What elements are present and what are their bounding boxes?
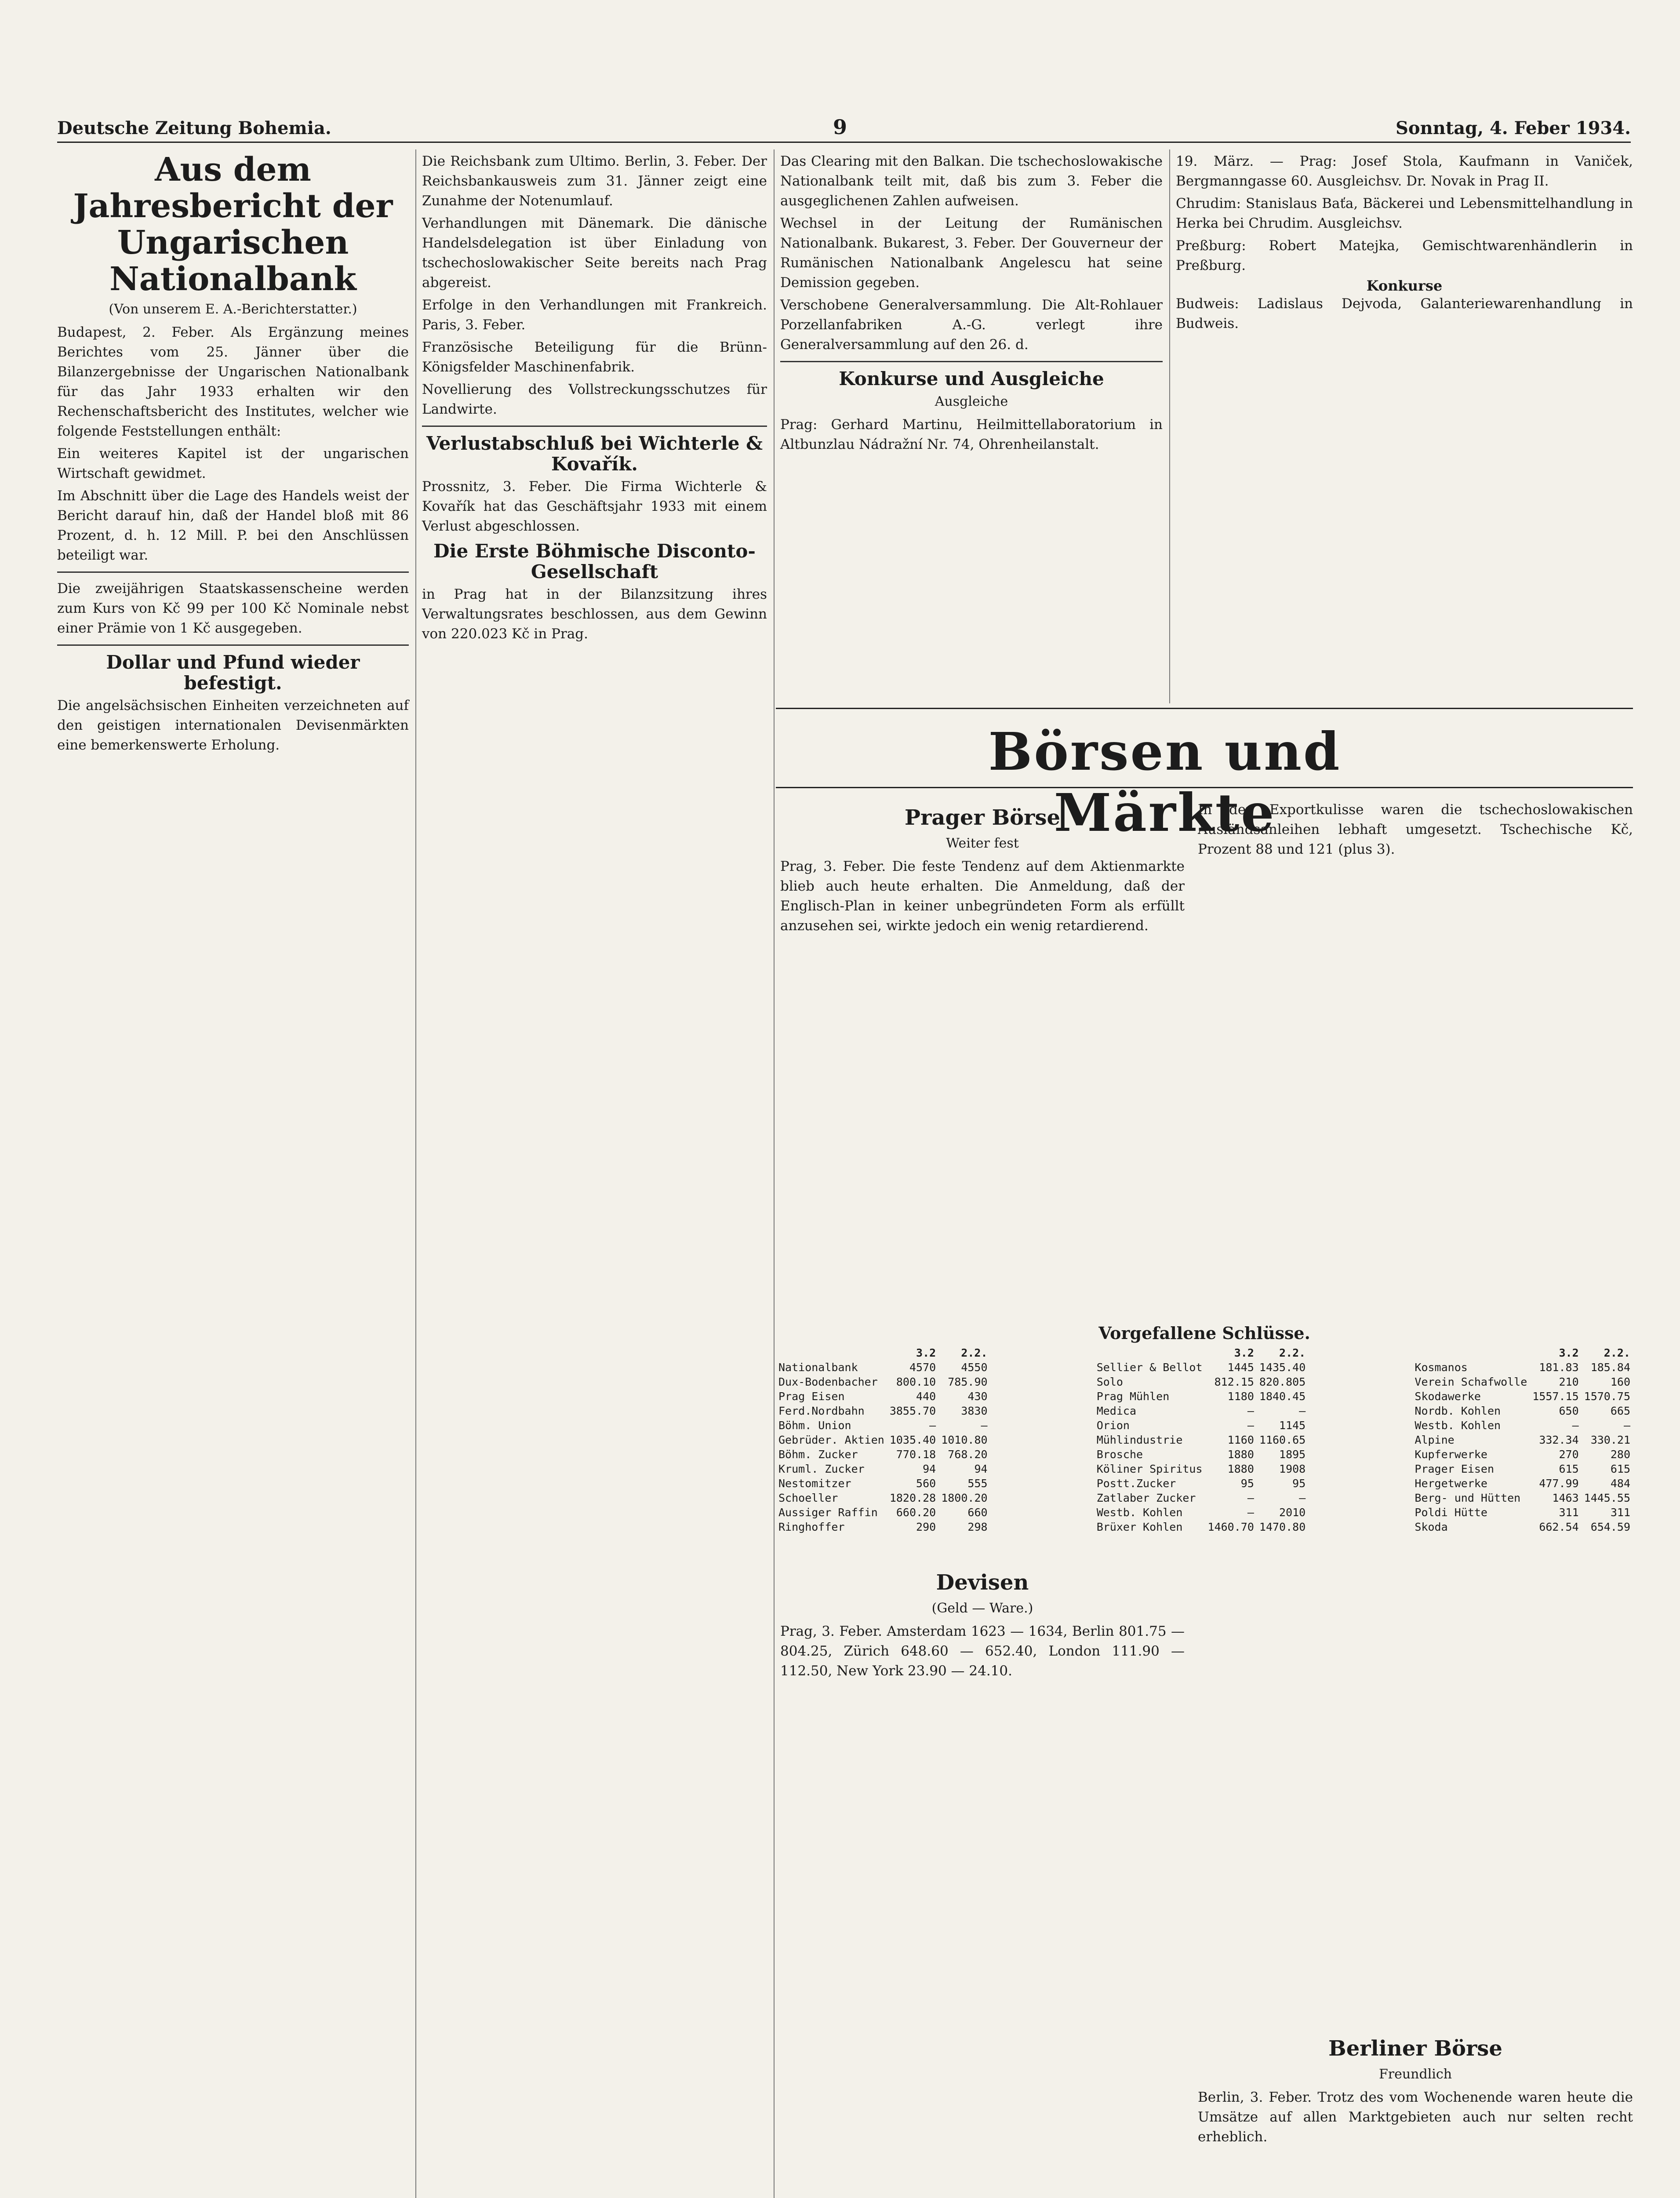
berliner-heading: Berliner Börse [1328,2036,1502,2061]
stock-price: 1145 [1279,1419,1306,1432]
stock-price: — [1247,1419,1254,1432]
stock-price: 812.15 [1214,1376,1254,1388]
stock-row [1412,1476,1633,1491]
stock-price: 555 [967,1477,988,1490]
column-rule [774,149,775,2198]
article-paragraph: Im Abschnitt über die Lage des Handels weist der Bericht darauf hin, daß der Handel bloß mit 86 Prozent, d. h. 12 Mill. P. bei den Anschlüssen beteiligt war. [57,488,409,563]
stock-name: Alpine [1415,1434,1455,1446]
stock-price: 298 [967,1521,988,1533]
stock-price: 1010.80 [941,1434,988,1446]
stock-table [776,1323,1633,1534]
stock-row [1412,1404,1633,1418]
stock-row [1094,1375,1309,1389]
stock-row [776,1462,990,1476]
konkurse-label: Konkurse [1366,277,1443,294]
stock-price: 1895 [1279,1448,1306,1461]
berliner-subheading: Freundlich [1378,2066,1452,2082]
stock-row [1412,1418,1633,1433]
berliner-boerse [1198,2031,1633,2198]
stock-row [1412,1375,1633,1389]
stock-price: 477.99 [1539,1477,1579,1490]
stock-row [1412,1447,1633,1462]
stock-row [1094,1491,1309,1505]
stock-row [776,1375,990,1389]
stock-price: — [929,1419,936,1432]
stock-name: Skoda [1415,1521,1448,1533]
stock-price: 654.59 [1590,1521,1630,1533]
stock-name: Hergetwerke [1415,1477,1487,1490]
stock-price: 1470.80 [1259,1521,1306,1533]
stock-row [776,1447,990,1462]
stock-name: Kupferwerke [1415,1448,1487,1461]
article-paragraph: in Prag hat in der Bilanzsitzung ihres Verwaltungsrates beschlossen, aus dem Gewinn von 220.023 Kč in Prag. [422,586,767,642]
stock-price: 3855.70 [889,1405,936,1417]
stock-price: 4550 [961,1361,988,1374]
stock-name: Dux-Bodenbacher [778,1376,878,1388]
stock-row [776,1433,990,1447]
stock-name: Verein Schafwolle [1415,1376,1527,1388]
stock-row [1094,1404,1309,1418]
stock-row [1412,1389,1633,1404]
stock-name: Ferd.Nordbahn [778,1405,865,1417]
stock-price: 185.84 [1590,1361,1630,1374]
article-paragraph: Das Clearing mit den Balkan. Die tschechoslowakische Nationalbank teilt mit, daß bis zum 3. Feber die ausgeglichenen Zahlen aufweisen. [780,153,1163,209]
article-paragraph: Ein weiteres Kapitel ist der ungarischen Wirtschaft gewidmet. [57,445,409,481]
article-paragraph: Novellierung des Vollstreckungsschutzes für Landwirte. [422,382,767,417]
stock-price: 1800.20 [941,1492,988,1504]
stock-row [1094,1505,1309,1520]
section-banner: Börsen und Märkte [988,721,1342,843]
stock-price: 1160 [1227,1434,1254,1446]
article-paragraph: Die Reichsbank zum Ultimo. Berlin, 3. Feber. Der Reichsbankausweis zum 31. Jänner zeigt eine Zunahme der Notenumlauf. [422,153,767,209]
stock-row [1094,1360,1309,1375]
stock-price: 1820.28 [889,1492,936,1504]
stock-price: 430 [967,1390,988,1403]
stock-price: 95 [1240,1477,1254,1490]
stock-price: 311 [1559,1506,1579,1519]
article-paragraph: Prag, 3. Feber. Die feste Tendenz auf dem Aktienmarkte blieb auch heute erhalten. Die Anmeldung, daß der Englisch-Plan in keiner unbegründeten Form als erfüllt anzusehen sei, wirkte jedoch ein wenig retardierend. [780,858,1185,934]
stock-price: 665 [1610,1405,1630,1417]
stock-row [1094,1462,1309,1476]
stock-price: 615 [1559,1463,1579,1475]
masthead-title: Deutsche Zeitung Bohemia. [57,118,331,138]
stock-price: 785.90 [948,1376,988,1388]
article-paragraph: Berlin, 3. Feber. Trotz des vom Wochenende waren heute die Umsätze auf allen Marktgebieten auch nur selten recht erheblich. [1198,2089,1633,2145]
column-1 [57,152,409,2198]
stock-name: Skodawerke [1415,1390,1481,1403]
banner-rule [776,708,1633,709]
stock-price: 1880 [1227,1448,1254,1461]
stock-name: Gebrüder. Aktien [778,1434,884,1446]
stock-table-part-a: 3.2 2.2. Nationalbank 4570 4550 Dux-Bodenbacher 800.10 785.90 Prag Eisen 440 430 Ferd.Nordbahn 3855.70 3830 Böhm. Union — — Gebrüder. Aktien 1035.40 1010.80 Böhm. Zucker 770.18 768.20 Kruml. Zucker 94 94 Nestomitzer 560 555 Schoeller 1820.28 1800.20 Aussiger Raffin 660.20 660 Ringhoffer 290 298 [776,1346,990,1534]
stock-name: Prager Eisen [1415,1463,1495,1475]
stock-price: 95 [1292,1477,1306,1490]
stock-price: 1435.40 [1259,1361,1306,1374]
stock-row [1412,1491,1633,1505]
stock-name: Kruml. Zucker [778,1463,865,1475]
stock-price: 3830 [961,1405,988,1417]
masthead [57,115,1631,143]
column-3 [780,152,1163,701]
stock-price: 1840.45 [1259,1390,1306,1403]
stock-price: 440 [916,1390,936,1403]
stock-row [1094,1418,1309,1433]
stock-price: 1160.65 [1259,1434,1306,1446]
stock-table-part-b: 3.2 2.2. Sellier & Bellot 1445 1435.40 Solo 812.15 820.805 Prag Mühlen 1180 1840.45 Medica — — Orion — 1145 Mühlindustrie 1160 1160.65 Brosche 1880 1895 Köliner Spiritus 1880 1908 Postt.Zucker 95 95 Zatlaber Zucker — — Westb. Kohlen — 2010 Brüxer Kohlen 1460.70 1470.80 [1094,1346,1309,1534]
stock-name: Berg- und Hütten [1415,1492,1521,1504]
stock-price: 1463 [1552,1492,1579,1504]
devisen [780,1565,1185,2005]
stock-row [1412,1360,1633,1375]
article-heading: Dollar und Pfund wieder befestigt. [106,651,360,694]
stock-price: 1445 [1227,1361,1254,1374]
article-paragraph: Budapest, 2. Feber. Als Ergänzung meines Berichtes vom 25. Jänner über die Bilanzergebnisse der Ungarischen Nationalbank für das Jahr 1933 erhalten wir den Rechenschaftsbericht des Institutes, welcher wie folgende Feststellungen enthält: [57,324,409,439]
market-report [1198,800,1633,1310]
stock-name: Westb. Kohlen [1096,1506,1183,1519]
article-byline: (Von unserem E. A.-Berichterstatter.) [109,301,357,317]
stock-name: Böhm. Zucker [778,1448,858,1461]
stock-price: 160 [1610,1376,1630,1388]
section-separator [57,571,409,573]
prager-boerse [780,800,1185,1310]
stock-row [1412,1505,1633,1520]
stock-price: 181.83 [1539,1361,1579,1374]
stock-price: 1557.15 [1532,1390,1579,1403]
stock-price: 650 [1559,1405,1579,1417]
article-paragraph: Die angelsächsischen Einheiten verzeichneten auf den geistigen internationalen Devisenmärkten eine bemerkenswerte Erholung. [57,697,409,753]
stock-row [1094,1520,1309,1534]
column-rule [1169,149,1170,703]
stock-name: Solo [1096,1376,1123,1388]
stock-name: Brüxer Kohlen [1096,1521,1183,1533]
stock-price: 94 [923,1463,936,1475]
article-paragraph: Wechsel in der Leitung der Rumänischen Nationalbank. Bukarest, 3. Feber. Der Gouverneur der Rumänischen Nationalbank Angelescu hat seine Demission gegeben. [780,215,1163,291]
stock-price: — [1299,1405,1306,1417]
article-paragraph: In der Exportkulisse waren die tschechoslowakischen Ausländsanleihen lebhaft umgesetzt. Tschechische Kč, Prozent 88 und 121 (plus 3). [1198,802,1633,857]
stock-price: 311 [1610,1506,1630,1519]
article-paragraph: 19. März. — Prag: Josef Stola, Kaufmann in Vaniček, Bergmanngasse 60. Ausgleichsv. Dr. Novak in Prag II. [1176,153,1633,189]
stock-name: Prag Eisen [778,1390,845,1403]
stock-price: 1460.70 [1207,1521,1254,1533]
notice-paragraph: Die zweijährigen Staatskassenscheine werden zum Kurs von Kč 99 per 100 Kč Nominale nebst einer Prämie von 1 Kč ausgegeben. [57,580,409,636]
stock-row [1094,1389,1309,1404]
devisen-subheading: (Geld — Ware.) [931,1600,1033,1616]
stock-price: 1908 [1279,1463,1306,1475]
stock-price: — [1623,1419,1630,1432]
stock-price: 770.18 [896,1448,936,1461]
article-paragraph: Verschobene Generalversammlung. Die Alt-Rohlauer Porzellanfabriken A.-G. verlegt ihre Generalversammlung auf den 26. d. [780,297,1163,353]
stock-name: Postt.Zucker [1096,1477,1176,1490]
stock-name: Nordb. Kohlen [1415,1405,1501,1417]
stock-price: 768.20 [948,1448,988,1461]
stock-row [776,1491,990,1505]
page-number: 9 [833,115,847,139]
stock-price: 820.805 [1259,1376,1306,1388]
devisen-heading: Devisen [936,1570,1029,1595]
stock-price: 660.20 [896,1506,936,1519]
stock-row [1412,1520,1633,1534]
stock-table-part-c: 3.2 2.2. Kosmanos 181.83 185.84 Verein Schafwolle 210 160 Skodawerke 1557.15 1570.75 Nordb. Kohlen 650 665 Westb. Kohlen — — Alpine 332.34 330.21 Kupferwerke 270 280 Prager Eisen 615 615 Hergetwerke 477.99 484 Berg- und Hütten 1463 1445.55 Poldi Hütte 311 311 Skoda 662.54 654.59 [1412,1346,1633,1534]
article-heading: Die Erste Böhmische Disconto-Gesellschaft [433,540,756,583]
stock-price: 330.21 [1590,1434,1630,1446]
article-paragraph: Prag, 3. Feber. Amsterdam 1623 — 1634, Berlin 801.75 — 804.25, Zürich 648.60 — 652.40, London 111.90 — 112.50, New York 23.90 — 24.10. [780,1623,1185,1679]
stock-price: 332.34 [1539,1434,1579,1446]
konkurse-subheading: Ausgleiche [935,394,1008,410]
article-paragraph: Erfolge in den Verhandlungen mit Frankreich. Paris, 3. Feber. [422,297,767,333]
stock-price: — [1247,1492,1254,1504]
stock-name: Ringhoffer [778,1521,845,1533]
stock-name: Nestomitzer [778,1477,851,1490]
masthead-date: Sonntag, 4. Feber 1934. [1396,118,1631,138]
banner-rule [776,787,1633,788]
stock-price: 270 [1559,1448,1579,1461]
stock-price: — [981,1419,988,1432]
column-rule [415,149,416,2198]
stock-price: 662.54 [1539,1521,1579,1533]
section-separator [422,426,767,427]
stock-price: 1035.40 [889,1434,936,1446]
stock-price: 94 [974,1463,988,1475]
stock-price: — [1247,1405,1254,1417]
stock-row [776,1476,990,1491]
stock-row [776,1389,990,1404]
article-paragraph: Verhandlungen mit Dänemark. Die dänische Handelsdelegation ist über Einladung von tschechoslowakischer Seite bereits nach Prag abgereist. [422,215,767,291]
stock-name: Böhm. Union [778,1419,851,1432]
stock-price: 1180 [1227,1390,1254,1403]
stock-row [1094,1433,1309,1447]
stock-name: Poldi Hütte [1415,1506,1487,1519]
article-paragraph: Budweis: Ladislaus Dejvoda, Galanteriewarenhandlung in Budweis. [1176,295,1633,331]
stock-name: Sellier & Bellot [1096,1361,1203,1374]
stock-row [776,1418,990,1433]
stock-name: Orion [1096,1419,1130,1432]
stock-price: 210 [1559,1376,1579,1388]
stock-price: 660 [967,1506,988,1519]
section-separator [780,361,1163,362]
stock-name: Aussiger Raffin [778,1506,878,1519]
stock-price: 290 [916,1521,936,1533]
stock-name: Kosmanos [1415,1361,1468,1374]
article-paragraph: Französische Beteiligung für die Brünn-Königsfelder Maschinenfabrik. [422,339,767,375]
article-heading: Verlustabschluß bei Wichterle & Kovařík. [426,433,763,475]
stock-name: Nationalbank [778,1361,858,1374]
stock-price: — [1299,1492,1306,1504]
stock-price: 280 [1610,1448,1630,1461]
stock-price: 1570.75 [1584,1390,1630,1403]
stock-name: Prag Mühlen [1096,1390,1170,1403]
stock-price: 800.10 [896,1376,936,1388]
stock-name: Mühlindustrie [1096,1434,1183,1446]
stock-name: Westb. Kohlen [1415,1419,1501,1432]
konkurse-heading: Konkurse und Ausgleiche [839,368,1104,389]
section-separator [57,644,409,646]
column-2 [422,152,767,2198]
column-4 [1176,152,1633,701]
prager-subheading: Weiter fest [946,835,1019,851]
stock-name: Schoeller [778,1492,838,1504]
article-paragraph: Preßburg: Robert Matejka, Gemischtwarenhändlerin in Preßburg. [1176,238,1633,273]
stock-name: Medica [1096,1405,1137,1417]
article-paragraph: Chrudim: Stanislaus Baťa, Bäckerei und Lebensmittelhandlung in Herka bei Chrudim. Ausgleichsv. [1176,196,1633,231]
stock-price: — [1247,1506,1254,1519]
stock-row [776,1520,990,1534]
stock-row [776,1360,990,1375]
stock-row [1412,1433,1633,1447]
stock-row [1412,1462,1633,1476]
stock-price: 1880 [1227,1463,1254,1475]
stock-price: — [1572,1419,1579,1432]
stock-name: Brosche [1096,1448,1143,1461]
stock-price: 2010 [1279,1506,1306,1519]
stock-row [1094,1447,1309,1462]
stock-price: 615 [1610,1463,1630,1475]
stock-price: 1445.55 [1584,1492,1630,1504]
stock-row [776,1404,990,1418]
stock-name: Köliner Spiritus [1096,1463,1203,1475]
article-paragraph: Prossnitz, 3. Feber. Die Firma Wichterle & Kovařík hat das Geschäftsjahr 1933 mit einem Verlust abgeschlossen. [422,479,767,535]
stock-name: Zatlaber Zucker [1096,1492,1196,1504]
stock-price: 4570 [909,1361,936,1374]
stock-price: 484 [1610,1477,1630,1490]
stock-price: 560 [916,1477,936,1490]
stock-row [1094,1476,1309,1491]
prager-heading: Prager Börse [904,805,1061,830]
stock-row [776,1505,990,1520]
article-title: Aus dem Jahresbericht der Ungarischen Nationalbank [73,151,393,298]
stock-table-title: Vorgefallene Schlüsse. [1098,1323,1310,1343]
article-paragraph: Prag: Gerhard Martinu, Heilmittellaboratorium in Altbunzlau Nádražní Nr. 74, Ohrenheilanstalt. [780,417,1163,453]
